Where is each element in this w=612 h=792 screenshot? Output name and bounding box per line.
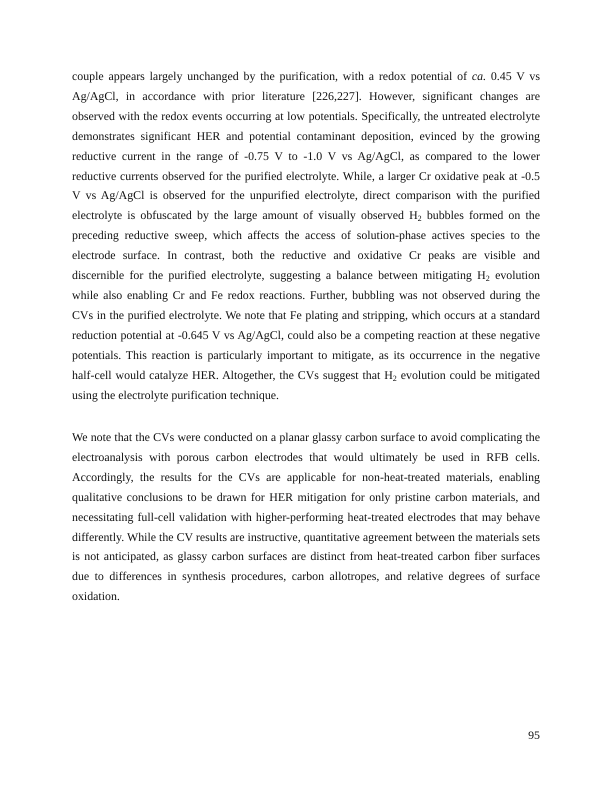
paragraph-1-text: 0.45 V vs Ag/AgCl, in accordance with prior literature [226,227]. However, significant changes are observed with the redox events occurring at low potentials. Specifically, the untreated electrolyte demonstrates significant HER and potential contaminant deposition, evinced by the growing reductive current in the range of -0.75 V to -1.0 V vs Ag/AgCl, as compared to the lower reductive currents observed for the purified electrolyte. While, a larger Cr oxidative peak at -0.5 V vs Ag/AgCl is observed for the unpurified electrolyte, direct comparison with the purified electrolyte is obfuscated by the large amount of visually observed H <box>72 69 541 223</box>
body-paragraph-1 <box>72 67 540 405</box>
paragraph-1-text: couple appears largely unchanged by the purification, with a redox potential of <box>72 69 472 83</box>
paragraph-1-text: evolution could be mitigated using the electrolyte purification technique. <box>72 367 541 402</box>
paragraph-1-text: bubbles formed on the preceding reductive sweep, which affects the access of solution-phase actives species to the electrode surface. In contrast, both the reductive and oxidative Cr peaks are visible and discernible for the purified electrolyte, suggesting a balance between mitigating H <box>72 208 540 283</box>
body-paragraph-2 <box>72 428 540 607</box>
h2-subscript: 2 <box>392 373 397 383</box>
paragraph-1-text: evolution while also enabling Cr and Fe redox reactions. Further, bubbling was not observed during the CVs in the purified electrolyte. We note that Fe plating and stripping, which occurs at a standard reduction potential at -0.645 V vs Ag/AgCl, could also be a competing reaction at these negative potentials. This reaction is particularly important to mitigate, as its occurrence in the negative half-cell would catalyze HER. Altogether, the CVs suggest that H <box>72 268 540 382</box>
page-number: 95 <box>528 728 540 742</box>
h2-subscript: 2 <box>485 273 490 283</box>
h2-subscript: 2 <box>417 214 422 224</box>
ca-italic: ca. <box>471 69 487 83</box>
paragraph-2-text: We note that the CVs were conducted on a planar glassy carbon surface to avoid complicating the electroanalysis with porous carbon electrodes that would ultimately be used in RFB cells. Accordingly, the results for the CVs are applicable for non-heat-treated materials, enabling qualitative conclusions to be drawn for HER mitigation for only pristine carbon materials, and necessitating full-cell validation with higher-performing heat-treated electrodes that may behave differently. While the CV results are instructive, quantitative agreement between the materials sets is not anticipated, as glassy carbon surfaces are distinct from heat-treated carbon fiber surfaces due to differences in synthesis procedures, carbon allotropes, and relative degrees of surface oxidation. <box>72 430 540 604</box>
